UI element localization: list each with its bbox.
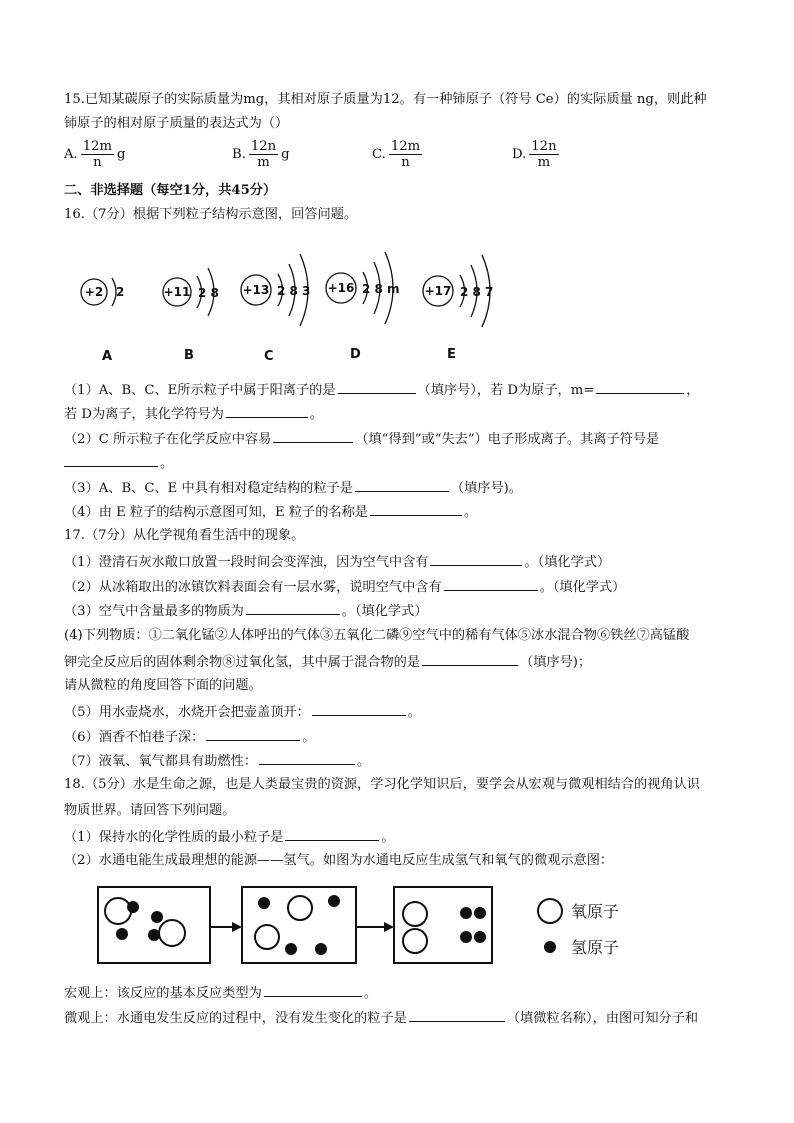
- hydrogen-atom: [116, 928, 128, 940]
- answer-blank[interactable]: [259, 751, 355, 765]
- nucleus-label-a: +2: [84, 285, 104, 299]
- denominator: n: [401, 155, 410, 170]
- letter-a: A: [102, 349, 113, 364]
- numerator: 12n: [531, 139, 557, 154]
- hydrogen-atom: [328, 895, 340, 907]
- q17-part4-line1: (4)下列物质：①二氧化锰②人体呼出的气体③五氧化二磷⑨空气中的稀有气体⑤冰水混合物⑥铁丝⑦高锰酸: [64, 628, 690, 643]
- q15-line1: 15.已知某碳原子的实际质量为mg，其相对原子质量为12。有一种铈原子（符号 Ce）的实际质量 ng，则此种: [64, 92, 707, 107]
- fraction: [529, 139, 558, 170]
- hydrogen-atom: [460, 907, 472, 919]
- option-b[interactable]: [232, 139, 290, 170]
- q18-part1: （1）保持水的化学性质的最小粒子是 。: [64, 827, 395, 847]
- q18-line1: 18.（5分）水是生命之源，也是人类最宝贵的资源，学习化学知识后，要学会从宏观与微观相结合的视角认识: [64, 777, 700, 792]
- legend-oxygen-symbol: [538, 899, 562, 923]
- shells-d: 2 8 m: [362, 282, 400, 296]
- electrolysis-diagram: [96, 883, 656, 975]
- unit: g: [117, 147, 126, 162]
- answer-blank[interactable]: [246, 601, 340, 615]
- answer-blank[interactable]: [430, 552, 522, 566]
- shells-a: 2: [116, 285, 125, 299]
- numerator: 12n: [250, 139, 277, 154]
- q18-micro: 微观上：水通电发生反应的过程中，没有发生变化的粒子是 （填微粒名称），由图可知分子和: [64, 1008, 698, 1028]
- letter-b: B: [184, 348, 194, 363]
- shells-b: 2 8: [198, 286, 219, 300]
- q17-part1: （1）澄清石灰水敞口放置一段时间会变浑浊，因为空气中含有 。（填化学式）: [64, 552, 610, 572]
- oxygen-atom: [105, 898, 131, 924]
- answer-blank[interactable]: [422, 652, 518, 666]
- hydrogen-atom: [148, 929, 160, 941]
- hydrogen-atom: [127, 901, 139, 913]
- q18-line2: 物质世界。请回答下列问题。: [64, 803, 236, 818]
- option-label: D.: [512, 147, 527, 162]
- arrow-head-2: [384, 922, 394, 932]
- shells-c: 2 8 3: [277, 284, 311, 298]
- q17-part3: （3）空气中含量最多的物质为 。（填化学式）: [64, 601, 428, 621]
- shells-e: 2 8 7: [460, 285, 494, 299]
- fraction: [389, 139, 422, 170]
- oxygen-atom: [159, 920, 185, 946]
- denominator: m: [537, 155, 551, 170]
- legend-hydrogen-symbol: [544, 941, 556, 953]
- letter-d: D: [350, 347, 361, 362]
- answer-blank[interactable]: [444, 577, 538, 591]
- q17-part4-line3: 请从微粒的角度回答下面的问题。: [64, 678, 262, 693]
- denominator: m: [257, 155, 270, 170]
- answer-blank[interactable]: [64, 453, 158, 467]
- answer-blank[interactable]: [206, 727, 300, 741]
- atom-structure-diagrams: [64, 236, 514, 368]
- q17-part6: （6）酒香不怕巷子深： 。: [64, 727, 315, 747]
- q17-stem: 17.（7分）从化学视角看生活中的现象。: [64, 528, 305, 543]
- hydrogen-atom: [474, 907, 486, 919]
- option-label: C.: [372, 147, 386, 162]
- q18-macro: 宏观上：该反应的基本反应类型为 。: [64, 983, 377, 1003]
- hydrogen-atom: [151, 911, 163, 923]
- option-c[interactable]: [372, 139, 425, 170]
- nucleus-label-e: +17: [424, 284, 452, 298]
- q15-line2: 铈原子的相对原子质量的表达式为（）: [64, 116, 289, 131]
- legend-oxygen-label: 氧原子: [571, 902, 620, 921]
- hydrogen-atom: [474, 931, 486, 943]
- answer-blank[interactable]: [264, 983, 362, 997]
- q16-stem: 16.（7分）根据下列粒子结构示意图，回答问题。: [64, 207, 358, 222]
- answer-blank[interactable]: [409, 1008, 505, 1022]
- q16-part2-line1: （2）C 所示粒子在化学反应中容易 （填“得到”或“失去”）电子形成离子。其离子符号是: [64, 429, 659, 449]
- hydrogen-atom: [460, 931, 472, 943]
- letter-e: E: [447, 347, 456, 362]
- answer-blank[interactable]: [338, 380, 416, 394]
- nucleus-label-b: +11: [163, 285, 191, 299]
- option-a[interactable]: [64, 139, 125, 170]
- section-heading: 二、非选择题（每空1分，共45分）: [64, 183, 277, 198]
- unit: g: [281, 147, 290, 162]
- q17-part4-line2: 钾完全反应后的固体剩余物⑧过氧化氢，其中属于混合物的是 （填序号)；: [64, 652, 591, 672]
- fraction: [81, 139, 114, 170]
- q16-part2-line2: 。: [64, 453, 173, 473]
- answer-blank[interactable]: [285, 827, 379, 841]
- denominator: n: [93, 155, 102, 170]
- q18-part2: （2）水通电能生成最理想的能源——氢气。如图为水通电反应生成氢气和氧气的微观示意图：: [64, 853, 614, 868]
- answer-blank[interactable]: [370, 502, 462, 516]
- q17-part5: （5）用水壶烧水，水烧开会把壶盖顶开： 。: [64, 702, 421, 722]
- q16-part3: （3）A、B、C、E 中具有相对稳定结构的粒子是 （填序号)。: [64, 478, 522, 498]
- nucleus-label-d: +16: [327, 281, 355, 295]
- hydrogen-atom: [285, 943, 297, 955]
- q16-part4: （4）由 E 粒子的结构示意图可知，E 粒子的名称是 。: [64, 502, 477, 522]
- option-label: A.: [64, 147, 78, 162]
- option-label: B.: [232, 147, 246, 162]
- numerator: 12m: [390, 139, 421, 154]
- answer-blank[interactable]: [273, 429, 353, 443]
- hydrogen-atom: [315, 943, 327, 955]
- hydrogen-atom: [258, 897, 270, 909]
- answer-blank[interactable]: [226, 404, 308, 418]
- oxygen-atom: [403, 902, 427, 926]
- oxygen-atom: [403, 929, 427, 953]
- option-d[interactable]: [512, 139, 562, 170]
- legend-hydrogen-label: 氢原子: [571, 938, 620, 957]
- numerator: 12m: [82, 139, 113, 154]
- arrow-head-1: [232, 922, 242, 932]
- nucleus-label-c: +13: [242, 283, 270, 297]
- answer-blank[interactable]: [312, 702, 406, 716]
- letter-c: C: [264, 349, 274, 364]
- answer-blank[interactable]: [355, 478, 449, 492]
- answer-blank[interactable]: [596, 380, 684, 394]
- oxygen-atom: [255, 925, 279, 949]
- q17-part7: （7）液氧、氧气都具有助燃性： 。: [64, 751, 370, 771]
- q16-part1-line2: 若 D为离子，其化学符号为 。: [64, 404, 323, 424]
- oxygen-atom: [288, 896, 312, 920]
- q16-part1-line1: （1）A、B、C、E所示粒子中属于阳离子的是 （填序号），若 D为原子，m= ，: [64, 380, 699, 400]
- fraction: [249, 139, 278, 170]
- q17-part2: （2）从冰箱取出的冰镇饮料表面会有一层水雾，说明空气中含有 。（填化学式）: [64, 577, 625, 597]
